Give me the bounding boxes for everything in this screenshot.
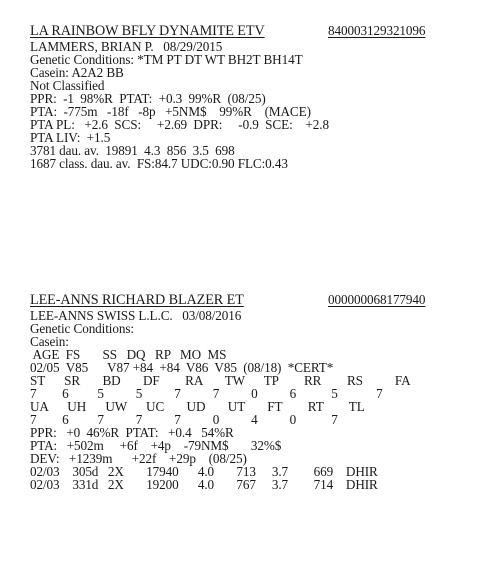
ppr-line: PPR: +0 46%R PTAT: +0.4 54%R	[30, 425, 234, 440]
registration-number: 000000068177940	[328, 292, 426, 307]
type-header: AGE FS SS DQ RP MO MS	[30, 347, 227, 362]
casein: Casein: A2A2 BB	[30, 65, 124, 80]
linear-header-1: ST SR BD DF RA TW TP RR RS FA	[30, 373, 411, 388]
pta-pl-line: PTA PL: +2.6 SCS: +2.69 DPR: -0.9 SCE: +2.8	[30, 117, 329, 132]
owner-name: LAMMERS, BRIAN P.	[30, 39, 154, 54]
birth-date: 03/08/2016	[182, 308, 242, 323]
sire-name: LA RAINBOW BFLY DYNAMITE ETV	[30, 23, 265, 39]
ppr-line: PPR: -1 98%R PTAT: +0.3 99%R (08/25)	[30, 91, 266, 106]
lactation-row: 02/03 305d 2X 17940 4.0 713 3.7 669 DHIR	[30, 464, 378, 479]
dev-line: DEV: +1239m +22f +29p (08/25)	[30, 451, 247, 466]
genetic-conditions: Genetic Conditions: *TM PT DT WT BH2T BH14T	[30, 52, 303, 67]
classification: Not Classified	[30, 78, 105, 93]
pta-liv-line: PTA LIV: +1.5	[30, 130, 111, 145]
registration-number: 840003129321096	[328, 23, 426, 38]
linear-values-1: 7 6 5 5 7 7 0 6 5 7	[30, 386, 383, 401]
daughter-average-line: 3781 dau. av. 19891 4.3 856 3.5 698	[30, 143, 235, 158]
casein: Casein:	[30, 334, 69, 349]
classified-daughter-line: 1687 class. dau. av. FS:84.7 UDC:0.90 FLC:0.43	[30, 156, 288, 171]
sire-name: LEE-ANNS RICHARD BLAZER ET	[30, 292, 244, 308]
birth-date: 08/29/2015	[163, 39, 223, 54]
pta-line: PTA: -775m -18f -8p +5NM$ 99%R (MACE)	[30, 104, 311, 119]
owner-name: LEE-ANNS SWISS L.L.C.	[30, 308, 173, 323]
genetic-conditions: Genetic Conditions:	[30, 321, 134, 336]
lactation-row: 02/03 331d 2X 19200 4.0 767 3.7 714 DHIR	[30, 477, 378, 492]
type-row: 02/05 V85 V87 +84 +84 V86 V85 (08/18) *CERT*	[30, 360, 334, 375]
linear-header-2: UA UH UW UC UD UT FT RT TL	[30, 399, 365, 414]
pta-line: PTA: +502m +6f +4p -79NM$ 32%$	[30, 438, 282, 453]
linear-values-2: 7 6 7 7 7 0 4 0 7	[30, 412, 338, 427]
